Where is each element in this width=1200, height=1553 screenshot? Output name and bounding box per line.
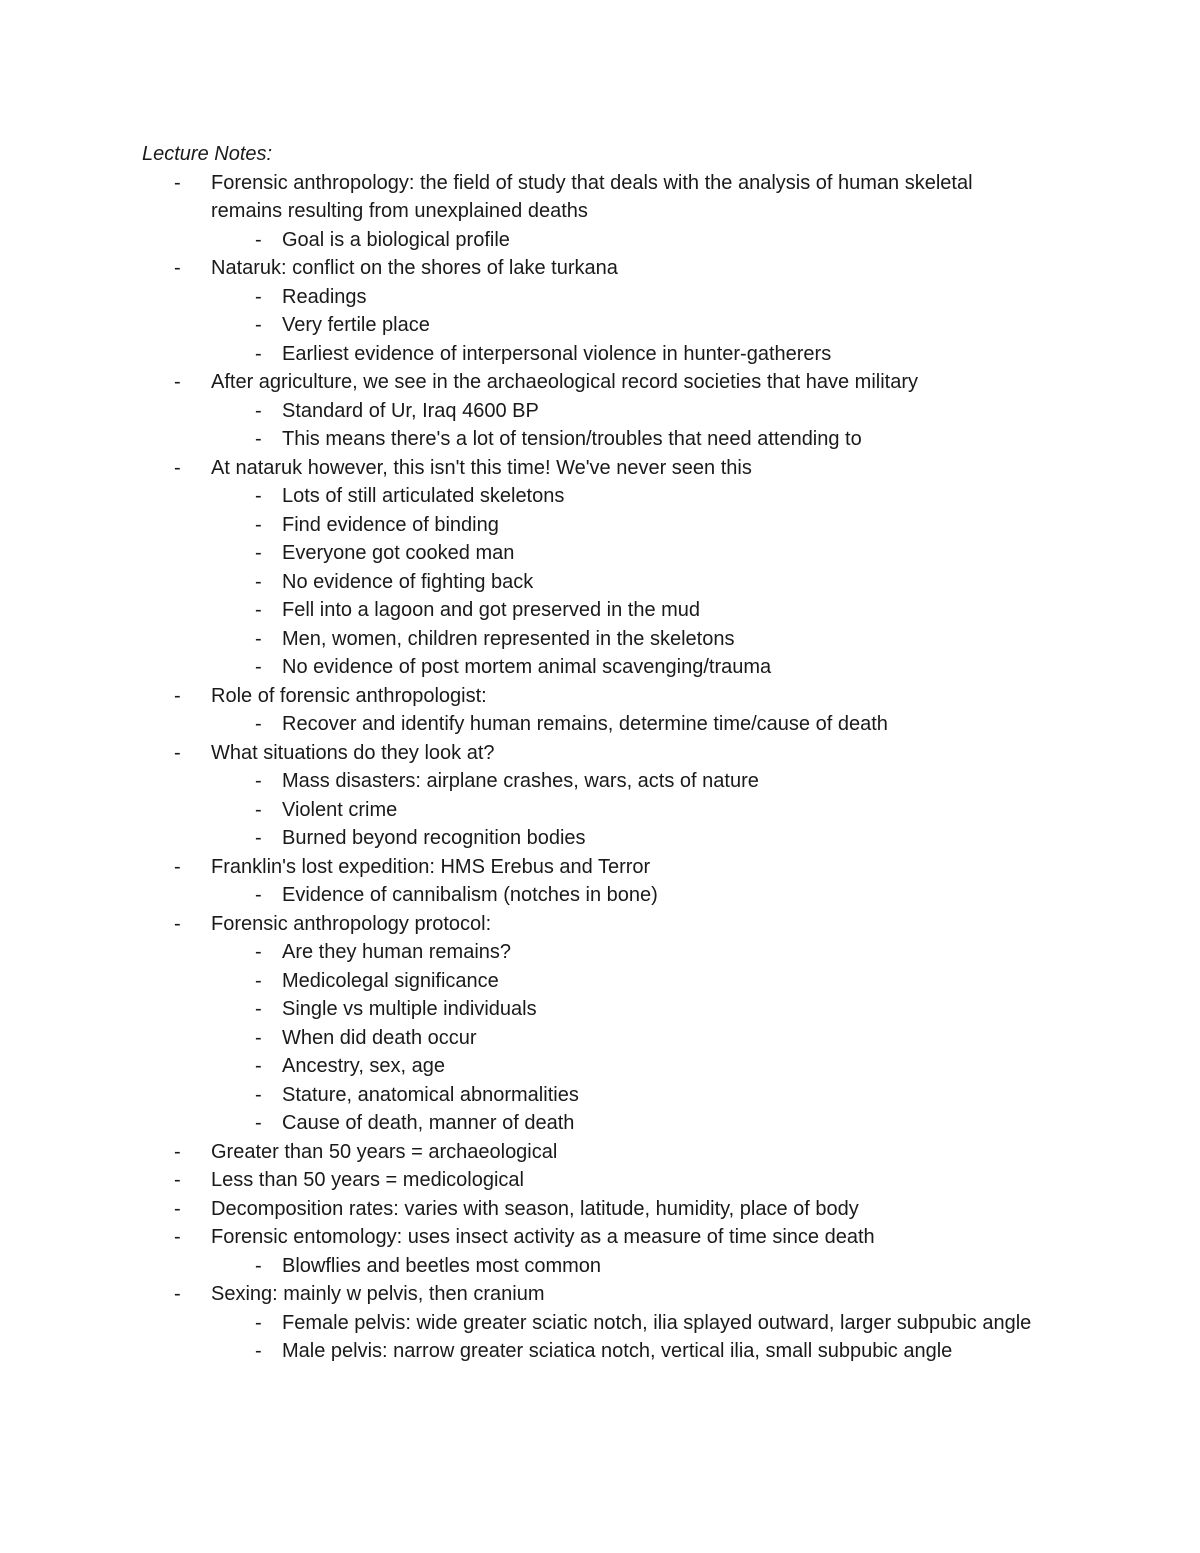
- list-item-text: Nataruk: conflict on the shores of lake turkana: [211, 257, 618, 279]
- list-item: [142, 1166, 1042, 1195]
- notes-list: [142, 169, 1042, 1366]
- sub-list-item: [211, 596, 1042, 625]
- bullet-dash: -: [174, 1169, 181, 1191]
- sub-list-item: [211, 710, 1042, 739]
- sub-list-item: [211, 1109, 1042, 1138]
- bullet-dash: -: [174, 1226, 181, 1248]
- bullet-dash: -: [255, 1055, 262, 1077]
- bullet-dash: -: [255, 969, 262, 992]
- sub-list-item-text: No evidence of post mortem animal scavenging/trauma: [282, 656, 772, 678]
- sub-list-item-text: Fell into a lagoon and got preserved in the mud: [282, 599, 701, 621]
- bullet-dash: -: [174, 1140, 181, 1163]
- sub-list-item-text: Mass disasters: airplane crashes, wars, acts of nature: [282, 770, 759, 792]
- sub-list-item: [211, 482, 1042, 511]
- list-item: [142, 1138, 1042, 1167]
- bullet-dash: -: [255, 485, 262, 507]
- sub-list-item-text: Stature, anatomical abnormalities: [282, 1083, 579, 1106]
- sub-list-item-text: Evidence of cannibalism (notches in bone): [282, 884, 658, 906]
- list-item: [142, 682, 1042, 739]
- list-item: [142, 1223, 1042, 1280]
- sub-list-item: [211, 767, 1042, 796]
- sub-list-item-text: No evidence of fighting back: [282, 570, 534, 593]
- list-item: [142, 739, 1042, 853]
- list-item-text: Forensic entomology: uses insect activity as a measure of time since death: [211, 1226, 875, 1248]
- sub-list-item-text: Everyone got cooked man: [282, 542, 515, 564]
- sub-list-item: [211, 967, 1042, 996]
- notes-title: Lecture Notes:: [142, 143, 273, 165]
- sub-list: [211, 938, 1042, 1138]
- sub-list-item: [211, 938, 1042, 967]
- sub-list-item: [211, 311, 1042, 340]
- sub-list-item-text: Female pelvis: wide greater sciatic notch, ilia splayed outward, larger subpubic angle: [282, 1311, 1032, 1334]
- bullet-dash: -: [255, 998, 262, 1020]
- sub-list-item: [211, 653, 1042, 682]
- sub-list-item-text: Burned beyond recognition bodies: [282, 827, 586, 849]
- bullet-dash: -: [255, 513, 262, 536]
- bullet-dash: -: [174, 684, 181, 707]
- bullet-dash: -: [174, 171, 181, 194]
- sub-list: [211, 283, 1042, 369]
- sub-list-item-text: Earliest evidence of interpersonal violence in hunter-gatherers: [282, 342, 832, 365]
- sub-list-item: [211, 995, 1042, 1024]
- bullet-dash: -: [174, 855, 181, 878]
- bullet-dash: -: [255, 1026, 262, 1049]
- sub-list-item-text: Lots of still articulated skeletons: [282, 485, 565, 507]
- bullet-dash: -: [255, 428, 262, 450]
- sub-list: [211, 881, 1042, 910]
- bullet-dash: -: [255, 770, 262, 792]
- sub-list-item: [211, 340, 1042, 369]
- sub-list-item-text: Recover and identify human remains, determine time/cause of death: [282, 713, 888, 735]
- sub-list-item: [211, 1309, 1042, 1338]
- sub-list-item: [211, 539, 1042, 568]
- bullet-dash: -: [174, 1283, 181, 1305]
- list-item-text: Greater than 50 years = archaeological: [211, 1140, 558, 1163]
- bullet-dash: -: [255, 713, 262, 735]
- sub-list-item: [211, 796, 1042, 825]
- list-item: [142, 853, 1042, 910]
- sub-list: [211, 397, 1042, 454]
- bullet-dash: -: [174, 1197, 181, 1220]
- bullet-dash: -: [255, 228, 262, 251]
- bullet-dash: -: [255, 570, 262, 593]
- sub-list: [211, 226, 1042, 255]
- sub-list-item-text: Ancestry, sex, age: [282, 1055, 446, 1077]
- bullet-dash: -: [174, 456, 181, 479]
- sub-list-item: [211, 283, 1042, 312]
- sub-list-item-text: Men, women, children represented in the skeletons: [282, 627, 735, 650]
- bullet-dash: -: [255, 798, 262, 821]
- bullet-dash: -: [255, 1311, 262, 1334]
- list-item-text: Sexing: mainly w pelvis, then cranium: [211, 1283, 545, 1305]
- sub-list-item-text: When did death occur: [282, 1026, 477, 1049]
- sub-list-item: [211, 568, 1042, 597]
- bullet-dash: -: [174, 257, 181, 279]
- sub-list-item-text: Male pelvis: narrow greater sciatica notch, vertical ilia, small subpubic angle: [282, 1340, 953, 1362]
- sub-list-item: [211, 511, 1042, 540]
- sub-list-item: [211, 824, 1042, 853]
- list-item: [142, 1195, 1042, 1224]
- sub-list-item: [211, 881, 1042, 910]
- list-item: [142, 169, 1042, 255]
- bullet-dash: -: [174, 741, 181, 764]
- bullet-dash: -: [255, 627, 262, 650]
- sub-list-item: [211, 226, 1042, 255]
- sub-list-item-text: Blowflies and beetles most common: [282, 1254, 602, 1277]
- sub-list-item: [211, 1252, 1042, 1281]
- sub-list-item: [211, 1052, 1042, 1081]
- list-item-text: Forensic anthropology protocol:: [211, 912, 492, 935]
- sub-list: [211, 710, 1042, 739]
- bullet-dash: -: [255, 941, 262, 963]
- bullet-dash: -: [255, 342, 262, 365]
- list-item-text: After agriculture, we see in the archaeological record societies that have military: [211, 371, 919, 393]
- bullet-dash: -: [255, 1340, 262, 1362]
- sub-list-item-text: Violent crime: [282, 798, 398, 821]
- list-item-text: What situations do they look at?: [211, 741, 495, 764]
- list-item-text: Forensic anthropology: the field of study that deals with the analysis of human skeletal remains resulting from unexplained deaths: [211, 171, 973, 222]
- sub-list-item-text: Goal is a biological profile: [282, 228, 510, 251]
- sub-list-item-text: Single vs multiple individuals: [282, 998, 537, 1020]
- list-item-text: At nataruk however, this isn't this time! We've never seen this: [211, 456, 752, 479]
- sub-list: [211, 767, 1042, 853]
- list-item: [142, 454, 1042, 682]
- list-item: [142, 368, 1042, 454]
- sub-list-item: [211, 397, 1042, 426]
- bullet-dash: -: [255, 1083, 262, 1106]
- sub-list-item: [211, 625, 1042, 654]
- sub-list-item-text: Readings: [282, 285, 367, 308]
- sub-list-item: [211, 425, 1042, 454]
- bullet-dash: -: [255, 599, 262, 621]
- bullet-dash: -: [255, 1254, 262, 1277]
- bullet-dash: -: [174, 371, 181, 393]
- list-item-text: Franklin's lost expedition: HMS Erebus and Terror: [211, 855, 651, 878]
- sub-list-item-text: Standard of Ur, Iraq 4600 BP: [282, 399, 539, 422]
- list-item-text: Role of forensic anthropologist:: [211, 684, 487, 707]
- bullet-dash: -: [255, 884, 262, 906]
- bullet-dash: -: [255, 656, 262, 678]
- bullet-dash: -: [255, 827, 262, 849]
- bullet-dash: -: [255, 399, 262, 422]
- sub-list-item: [211, 1081, 1042, 1110]
- sub-list-item-text: Very fertile place: [282, 314, 430, 336]
- sub-list: [211, 482, 1042, 682]
- bullet-dash: -: [174, 912, 181, 935]
- bullet-dash: -: [255, 1112, 262, 1134]
- bullet-dash: -: [255, 314, 262, 336]
- bullet-dash: -: [255, 542, 262, 564]
- sub-list-item-text: Are they human remains?: [282, 941, 512, 963]
- bullet-dash: -: [255, 285, 262, 308]
- list-item-text: Less than 50 years = medicological: [211, 1169, 524, 1191]
- list-item: [142, 1280, 1042, 1366]
- sub-list-item-text: This means there's a lot of tension/troubles that need attending to: [282, 428, 862, 450]
- sub-list: [211, 1309, 1042, 1366]
- sub-list-item: [211, 1024, 1042, 1053]
- lecture-notes: [142, 140, 1042, 1366]
- sub-list-item-text: Find evidence of binding: [282, 513, 499, 536]
- sub-list-item-text: Cause of death, manner of death: [282, 1112, 575, 1134]
- list-item-text: Decomposition rates: varies with season, latitude, humidity, place of body: [211, 1197, 859, 1220]
- sub-list: [211, 1252, 1042, 1281]
- sub-list-item-text: Medicolegal significance: [282, 969, 499, 992]
- list-item: [142, 910, 1042, 1138]
- list-item: [142, 254, 1042, 368]
- sub-list-item: [211, 1337, 1042, 1366]
